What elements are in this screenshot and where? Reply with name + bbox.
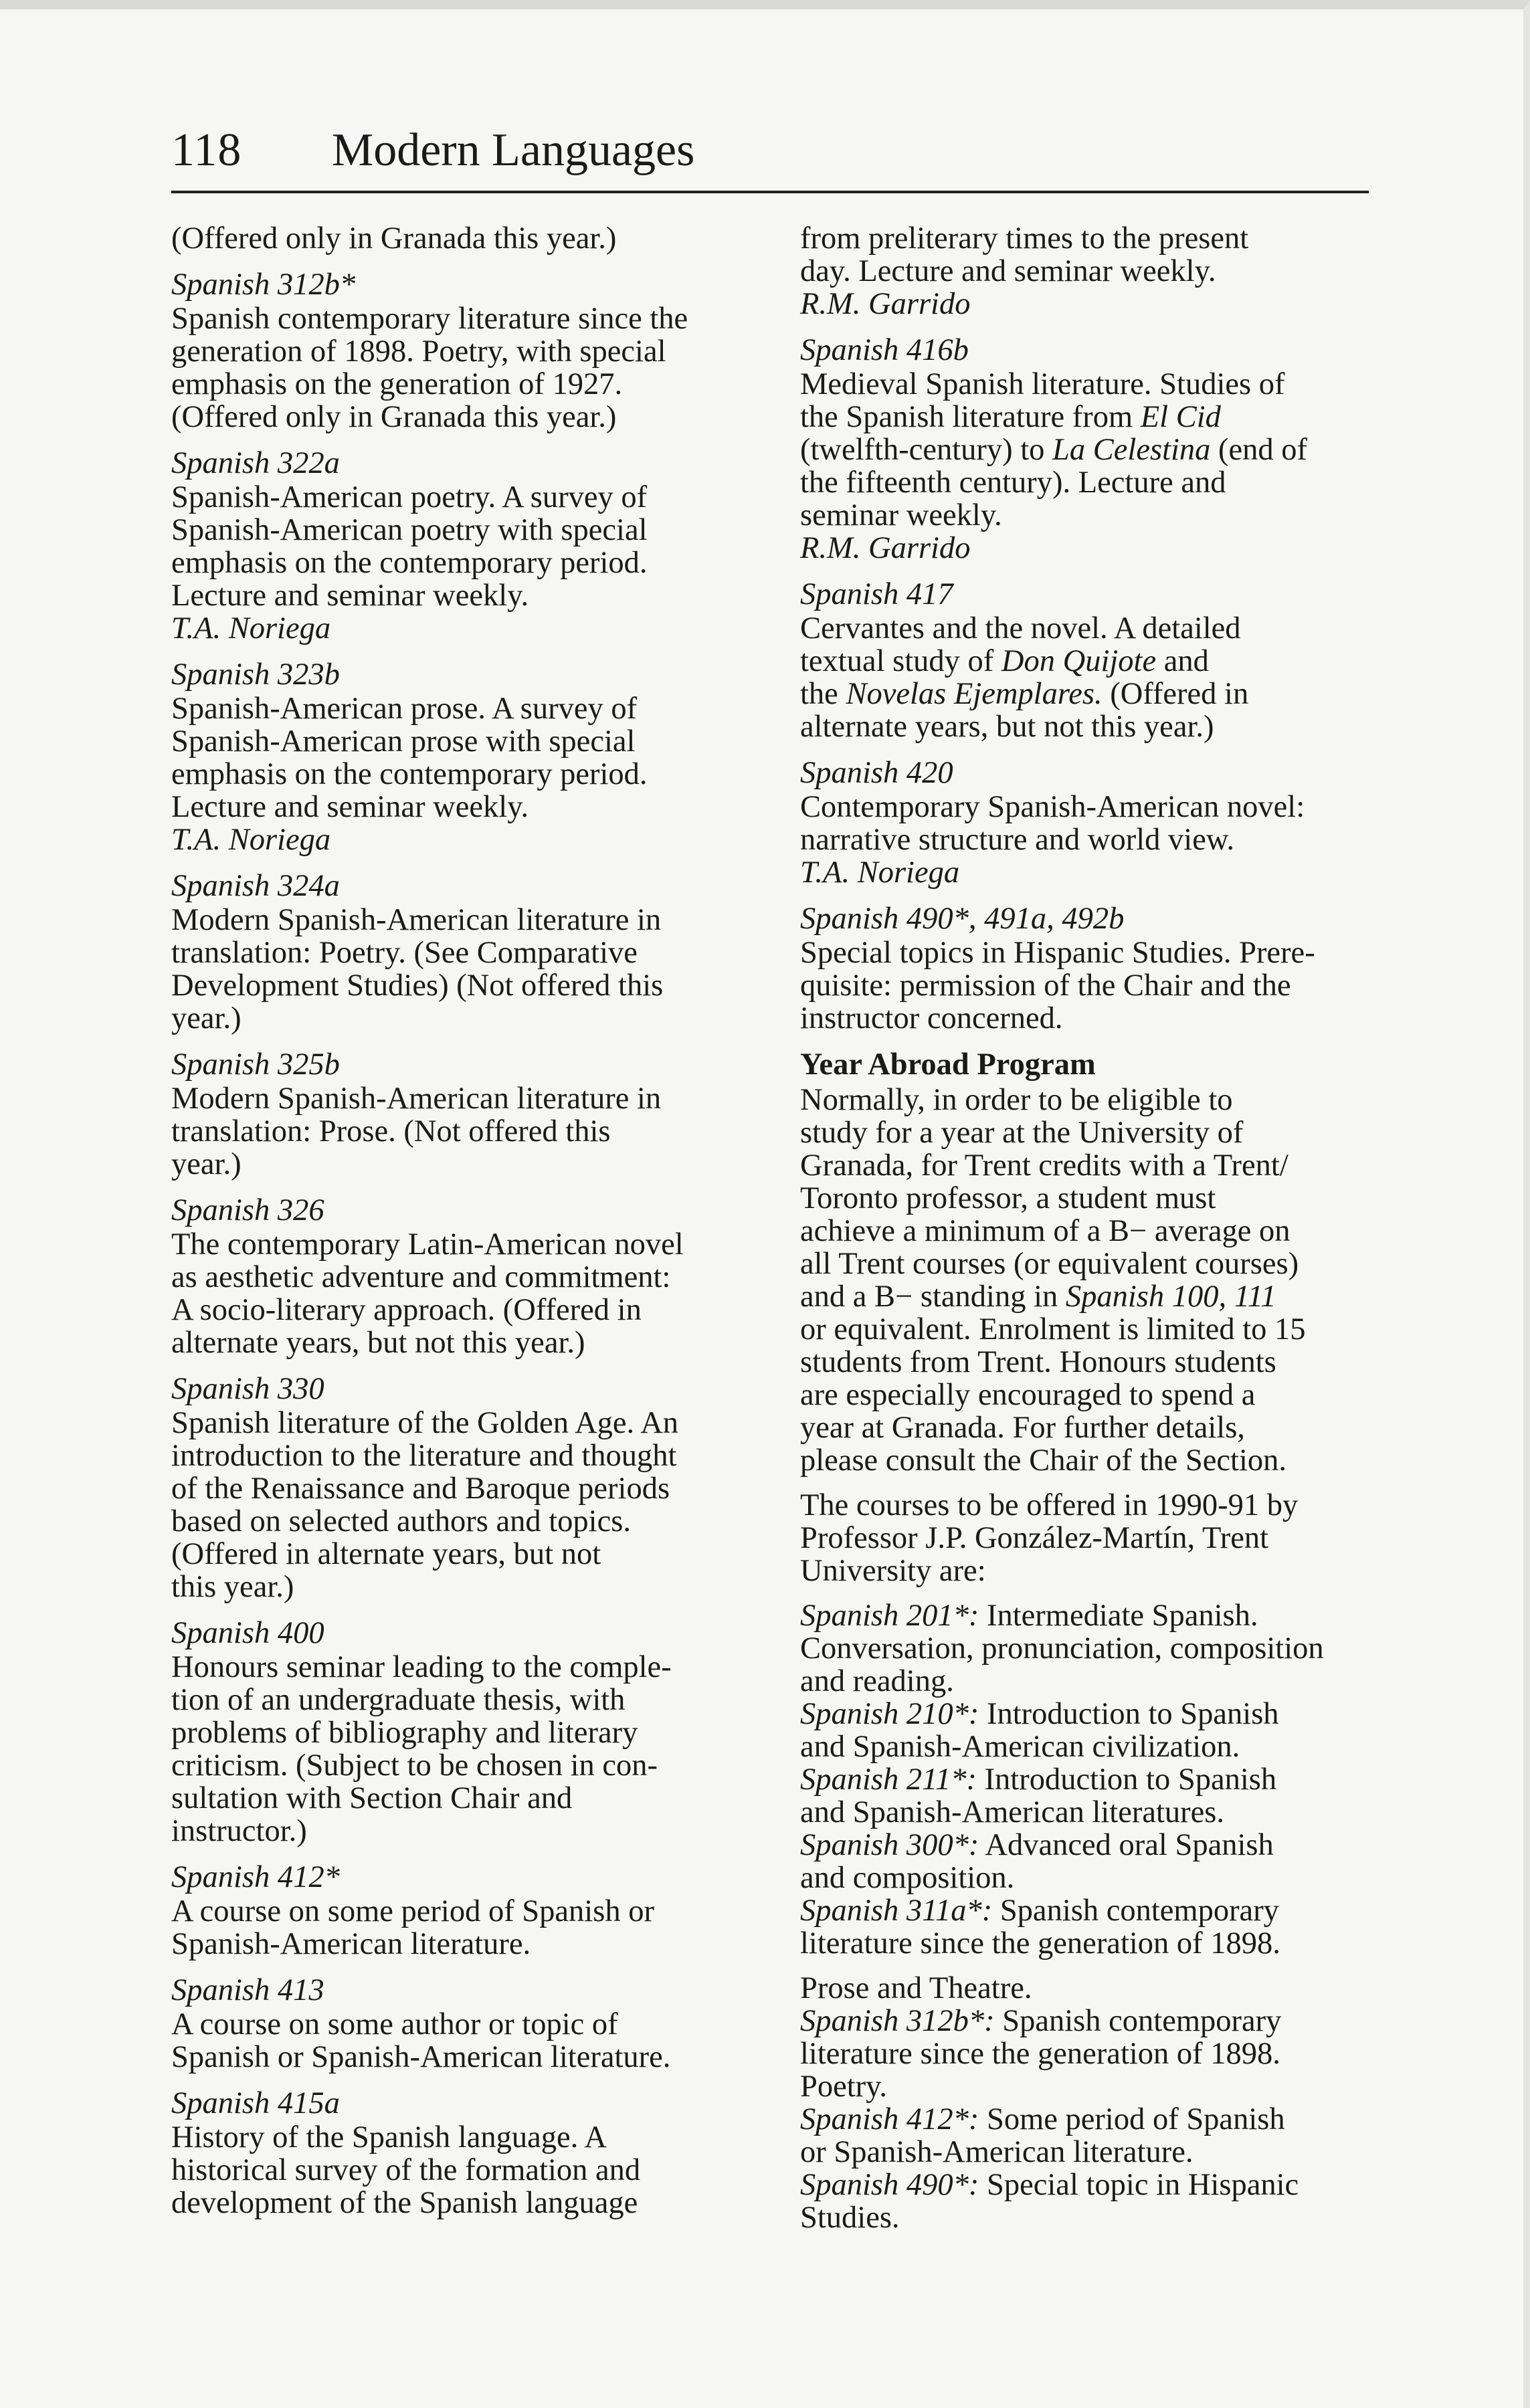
section-heading-year-abroad: Year Abroad Program (800, 1047, 1096, 1082)
text-run: the (800, 677, 846, 711)
course-entry (171, 447, 773, 645)
course-description-line (800, 678, 1389, 710)
course-description-line: emphasis on the generation of 1927. (171, 367, 623, 401)
course-description-line: translation: Poetry. (See Comparative (171, 936, 638, 970)
course-entry-415a-continuation (800, 222, 1389, 320)
offering-description: Introduction to Spanish (979, 1697, 1279, 1731)
course-description-line: Spanish-American poetry with special (171, 513, 648, 547)
offering-description: Introduction to Spanish (976, 1763, 1277, 1797)
work-title: Novelas Ejemplares. (846, 677, 1103, 711)
offering-line (800, 2103, 1389, 2136)
offering-line (800, 1829, 1389, 1862)
year-abroad-paragraph (800, 1084, 1389, 1477)
paragraph-line: achieve a minimum of a B− average on (800, 1214, 1290, 1248)
course-description-line: year.) (171, 1001, 242, 1035)
course-description-line: Contemporary Spanish-American novel: (800, 790, 1305, 824)
course-offering (800, 2103, 1389, 2169)
course-offerings-list (800, 1599, 1389, 2234)
paragraph-line (800, 1280, 1389, 1313)
offering-line: and Spanish-American literatures. (800, 1795, 1224, 1829)
course-description-line: A course on some author or topic of (171, 2007, 618, 2041)
paragraph-line: Toronto professor, a student must (800, 1181, 1216, 1215)
course-title: Spanish 412* (171, 1860, 340, 1894)
offering-description: Some period of Spanish (979, 2102, 1285, 2136)
paragraph-line: or equivalent. Enrolment is limited to 15 (800, 1312, 1306, 1346)
course-description-line: introduction to the literature and thought (171, 1439, 677, 1473)
course-entry (171, 1617, 773, 1847)
course-offering (800, 1698, 1389, 1763)
offering-line (800, 1599, 1389, 1632)
course-description-line: seminar weekly. (800, 498, 1002, 532)
page-number: 118 (171, 124, 242, 176)
course-description-line: this year.) (171, 1570, 294, 1604)
course-description-line: Lecture and seminar weekly. (171, 579, 529, 613)
course-offering (800, 1972, 1389, 2005)
course-entry-417 (800, 578, 1389, 743)
course-offering (800, 1599, 1389, 1698)
course-description-line: Spanish-American prose. A survey of (171, 692, 638, 726)
course-entry (171, 1861, 773, 1961)
course-description-line: emphasis on the contemporary period. (171, 757, 648, 791)
offering-code: Spanish 312b*: (800, 2004, 995, 2038)
course-description-line: Spanish literature of the Golden Age. An (171, 1406, 679, 1440)
course-description-line: alternate years, but not this year.) (171, 1326, 585, 1360)
page-header (171, 117, 1369, 193)
work-title: Don Quijote (1001, 644, 1157, 678)
paragraph-line: study for a year at the University of (800, 1116, 1244, 1150)
course-title: Spanish 400 (171, 1616, 324, 1650)
paragraph-line: Normally, in order to be eligible to (800, 1083, 1233, 1117)
course-description-line: Spanish or Spanish-American literature. (171, 2040, 671, 2074)
course-instructor: R.M. Garrido (800, 287, 971, 321)
offering-code: Spanish 210*: (800, 1697, 979, 1731)
course-description-line: instructor concerned. (800, 1001, 1063, 1035)
course-entry (171, 268, 773, 433)
paragraph-line: Granada, for Trent credits with a Trent/ (800, 1148, 1288, 1183)
paragraph-line: are especially encouraged to spend a (800, 1378, 1256, 1412)
course-title: Spanish 325b (171, 1047, 340, 1082)
course-entry (171, 1048, 773, 1181)
offering-line (800, 2169, 1389, 2201)
course-instructor: R.M. Garrido (800, 531, 971, 565)
course-reference: Spanish 100, 111 (1065, 1280, 1276, 1314)
paragraph-line: University are: (800, 1554, 986, 1588)
course-description-line: A course on some period of Spanish or (171, 1894, 654, 1928)
course-description-line: Spanish-American prose with special (171, 724, 636, 759)
course-description-line: alternate years, but not this year.) (800, 710, 1214, 744)
offering-code: Spanish 412*: (800, 2102, 979, 2136)
course-entry-416b (800, 334, 1389, 565)
offering-description: Intermediate Spanish. (979, 1599, 1258, 1633)
course-title: Spanish 312b* (171, 268, 356, 302)
course-title: Spanish 326 (171, 1193, 324, 1227)
paragraph-line: year at Granada. For further details, (800, 1411, 1245, 1445)
course-title: Spanish 416b (800, 333, 969, 367)
course-description-line: (Offered in alternate years, but not (171, 1537, 601, 1571)
offering-line (800, 1698, 1389, 1730)
course-description-line: translation: Prose. (Not offered this (171, 1114, 611, 1148)
course-description-line: (Offered only in Granada this year.) (171, 400, 617, 434)
course-title: Spanish 420 (800, 756, 953, 790)
course-description-line: Cervantes and the novel. A detailed (800, 611, 1241, 645)
course-description-line: problems of bibliography and literary (171, 1716, 638, 1750)
text-run: and (1156, 644, 1209, 678)
offering-code: Spanish 211*: (800, 1763, 977, 1797)
course-description-line: sultation with Section Chair and (171, 1781, 573, 1815)
offering-code: Spanish 201*: (800, 1599, 979, 1633)
text-run: textual study of (800, 644, 1001, 678)
text-run: (Offered in (1102, 677, 1249, 711)
course-title: Spanish 322a (171, 446, 340, 480)
course-description-line: as aesthetic adventure and commitment: (171, 1260, 671, 1294)
course-description-line: day. Lecture and seminar weekly. (800, 254, 1216, 288)
course-description-line: emphasis on the contemporary period. (171, 546, 648, 580)
course-description-line: Special topics in Hispanic Studies. Prere- (800, 936, 1315, 970)
offering-line: or Spanish-American literature. (800, 2135, 1193, 2169)
course-entry (171, 870, 773, 1035)
offering-line: literature since the generation of 1898. (800, 2037, 1280, 2071)
intro-note: (Offered only in Granada this year.) (171, 221, 617, 256)
course-description-line: generation of 1898. Poetry, with special (171, 334, 666, 369)
running-head-title: Modern Languages (332, 124, 695, 176)
text-run: and a B− standing in (800, 1280, 1066, 1314)
offering-code: Spanish 311a*: (800, 1894, 993, 1928)
course-entry (171, 1194, 773, 1359)
course-offering (800, 1763, 1389, 1829)
offering-description: Spanish contemporary (994, 2004, 1282, 2038)
paragraph-line: Professor J.P. González-Martín, Trent (800, 1521, 1269, 1555)
offering-code: Spanish 300*: (800, 1828, 979, 1862)
course-title: Spanish 417 (800, 577, 953, 611)
course-entry-420 (800, 757, 1389, 889)
paragraph-line: The courses to be offered in 1990-91 by (800, 1488, 1299, 1522)
course-entry (171, 2087, 773, 2219)
course-instructor: T.A. Noriega (800, 856, 960, 890)
course-description-line: from preliterary times to the present (800, 221, 1249, 256)
text-run: (twelfth-century) to (800, 433, 1053, 467)
course-description-line: The contemporary Latin-American novel (171, 1227, 684, 1262)
course-description-line: Development Studies) (Not offered this (171, 969, 664, 1003)
course-offering (800, 2005, 1389, 2103)
course-description-line: Modern Spanish-American literature in (171, 1082, 662, 1116)
course-description-line: instructor.) (171, 1814, 307, 1848)
offering-line: Conversation, pronunciation, composition (800, 1631, 1324, 1666)
course-entry-490 (800, 902, 1389, 1035)
offering-line (800, 1763, 1389, 1796)
course-description-line: narrative structure and world view. (800, 823, 1235, 857)
course-entry (171, 658, 773, 856)
course-description-line (800, 645, 1389, 678)
course-description-line: quisite: permission of the Chair and the (800, 969, 1291, 1003)
course-title: Spanish 413 (171, 1973, 324, 2007)
course-description-line: criticism. (Subject to be chosen in con- (171, 1748, 658, 1783)
offering-line: and reading. (800, 1664, 954, 1698)
course-description-line: of the Renaissance and Baroque periods (171, 1472, 670, 1506)
offering-line (800, 1894, 1389, 1927)
course-entry (171, 1373, 773, 1603)
course-title: Spanish 324a (171, 869, 340, 903)
course-description-line: based on selected authors and topics. (171, 1504, 631, 1538)
course-description-line: development of the Spanish language (171, 2186, 638, 2220)
course-description-line: tion of an undergraduate thesis, with (171, 1683, 626, 1717)
offering-description: Advanced oral Spanish (979, 1828, 1274, 1862)
offering-line: Studies. (800, 2201, 900, 2235)
course-description-line: Spanish contemporary literature since the (171, 302, 688, 336)
course-offering (800, 1894, 1389, 1960)
course-description-line: historical survey of the formation and (171, 2153, 641, 2187)
offering-line: and composition. (800, 1861, 1015, 1895)
course-title: Spanish 415a (171, 2086, 340, 2120)
course-instructor: T.A. Noriega (171, 611, 331, 645)
left-column (171, 222, 773, 2233)
offering-line: literature since the generation of 1898. (800, 1926, 1280, 1961)
course-description-line: Lecture and seminar weekly. (171, 790, 529, 824)
year-abroad-courses-intro (800, 1489, 1389, 1587)
course-description-line: year.) (171, 1147, 242, 1181)
right-column (800, 222, 1389, 2234)
course-title: Spanish 330 (171, 1372, 324, 1406)
course-instructor: T.A. Noriega (171, 823, 331, 857)
course-title: Spanish 323b (171, 658, 340, 692)
course-description-line: Honours seminar leading to the comple- (171, 1650, 672, 1684)
offering-line (800, 2005, 1389, 2037)
offering-line: Poetry. (800, 2070, 888, 2104)
paragraph-line: please consult the Chair of the Section. (800, 1443, 1287, 1478)
course-description-line: Modern Spanish-American literature in (171, 903, 662, 937)
course-offering (800, 2169, 1389, 2234)
course-description-line: Spanish-American literature. (171, 1927, 531, 1961)
course-offering (800, 1829, 1389, 1894)
offering-description: Prose and Theatre. (800, 1971, 1032, 2005)
course-entry (171, 1974, 773, 2074)
course-description-line: Spanish-American poetry. A survey of (171, 480, 648, 514)
paragraph-line: all Trent courses (or equivalent courses) (800, 1247, 1299, 1281)
paragraph-line: students from Trent. Honours students (800, 1345, 1276, 1379)
course-description-line (800, 401, 1389, 433)
offering-description: Special topic in Hispanic (979, 2168, 1299, 2202)
offering-line: and Spanish-American civilization. (800, 1730, 1240, 1764)
course-description-line: Medieval Spanish literature. Studies of (800, 367, 1285, 401)
course-description-line: the fifteenth century). Lecture and (800, 466, 1226, 500)
work-title: La Celestina (1052, 433, 1211, 467)
course-description-line (800, 433, 1389, 466)
text-run: the Spanish literature from (800, 400, 1141, 434)
offering-line (800, 1972, 1389, 2005)
course-description-line: History of the Spanish language. A (171, 2120, 607, 2154)
offering-description: Spanish contemporary (992, 1894, 1279, 1928)
work-title: El Cid (1140, 400, 1221, 434)
offering-code: Spanish 490*: (800, 2168, 979, 2202)
course-title: Spanish 490*, 491a, 492b (800, 902, 1125, 936)
course-description-line: A socio-literary approach. (Offered in (171, 1293, 642, 1327)
text-run: (end of (1210, 433, 1308, 467)
